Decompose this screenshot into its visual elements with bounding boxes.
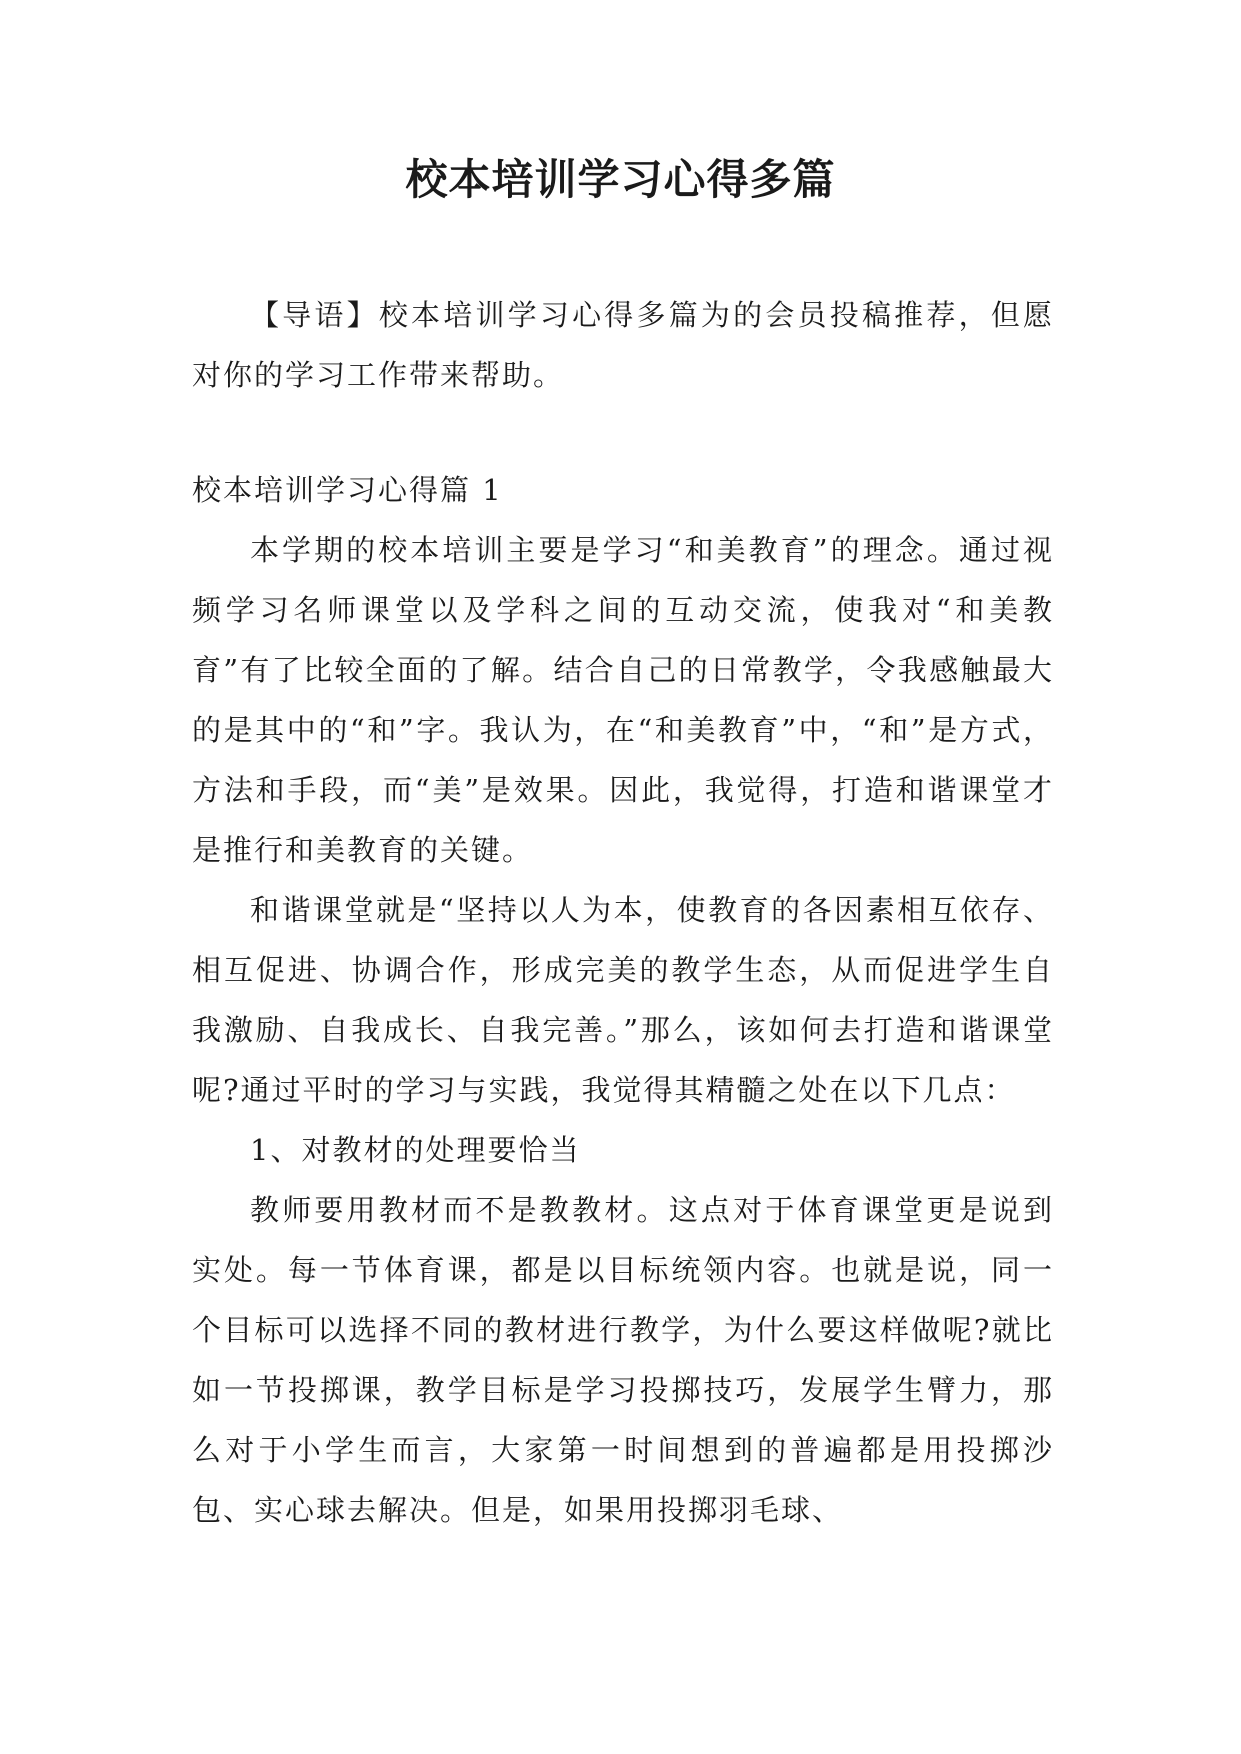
- intro-paragraph: 【导语】校本培训学习心得多篇为的会员投稿推荐，但愿对你的学习工作带来帮助。: [192, 298, 1054, 392]
- list-heading-1: 1、对教材的处理要恰当: [250, 1133, 581, 1167]
- section-heading: 校本培训学习心得篇 1: [192, 473, 503, 507]
- paragraph-2: 和谐课堂就是“坚持以人为本，使教育的各因素相互依存、相互促进、协调合作，形成完美的教学生态，从而促进学生自我激励、自我成长、自我完善。”那么，该如何去打造和谐课堂呢?通过平时的学习与实践，我觉得其精髓之处在以下几点：: [192, 893, 1054, 1107]
- paragraph-3: 教师要用教材而不是教教材。这点对于体育课堂更是说到实处。每一节体育课，都是以目标统领内容。也就是说，同一个目标可以选择不同的教材进行教学，为什么要这样做呢?就比如一节投掷课，教学目标是学习投掷技巧，发展学生臂力，那么对于小学生而言，大家第一时间想到的普遍都是用投掷沙包、实心球去解决。但是，如果用投掷羽毛球、: [192, 1193, 1054, 1527]
- document-title: 校本培训学习心得多篇: [405, 155, 836, 204]
- article-body: [192, 520, 1054, 1540]
- paragraph-1: 本学期的校本培训主要是学习“和美教育”的理念。通过视频学习名师课堂以及学科之间的互动交流，使我对“和美教育”有了比较全面的了解。结合自己的日常教学，令我感触最大的是其中的“和”字。我认为，在“和美教育”中，“和”是方式，方法和手段，而“美”是效果。因此，我觉得，打造和谐课堂才是推行和美教育的关键。: [192, 533, 1054, 867]
